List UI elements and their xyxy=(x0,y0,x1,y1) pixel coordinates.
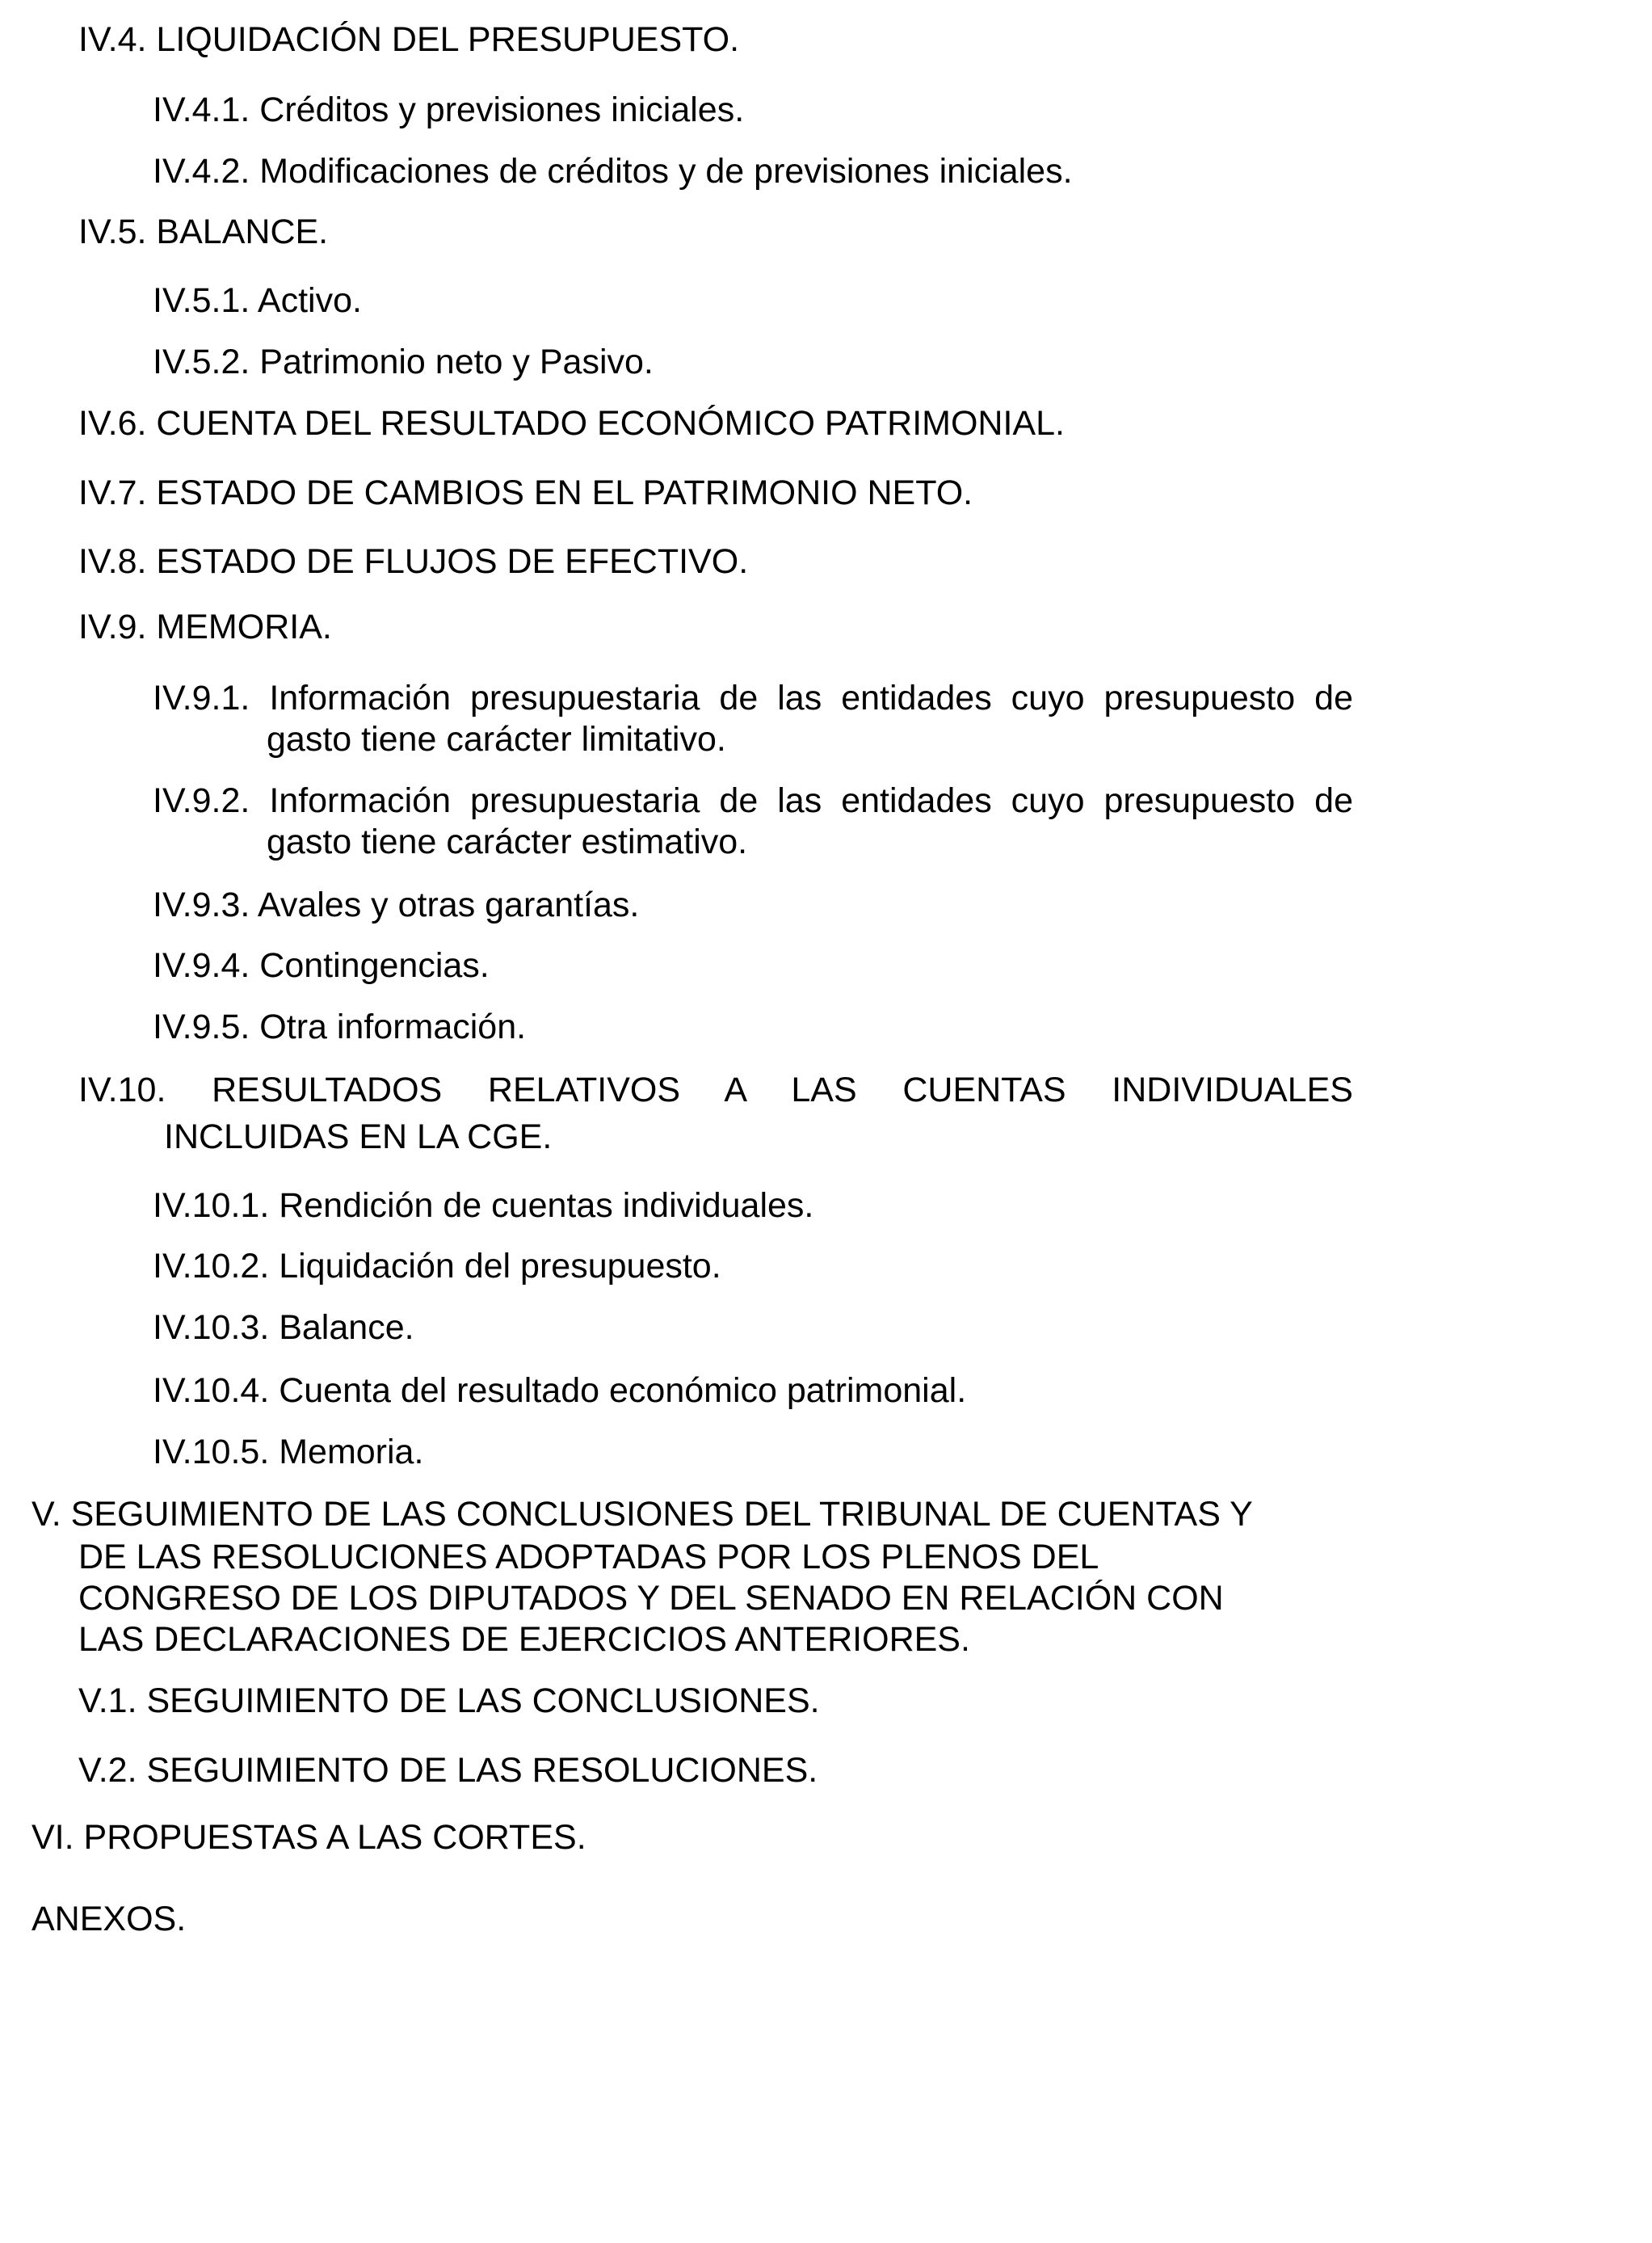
toc-entry: IV.10.5. Memoria. xyxy=(153,1433,424,1471)
toc-entry: IV.8. ESTADO DE FLUJOS DE EFECTIVO. xyxy=(78,542,749,581)
toc-entry-continuation: gasto tiene carácter limitativo. xyxy=(267,720,726,759)
toc-entry: IV.4. LIQUIDACIÓN DEL PRESUPUESTO. xyxy=(78,20,740,59)
toc-entry: V.1. SEGUIMIENTO DE LAS CONCLUSIONES. xyxy=(78,1681,820,1720)
toc-entry: IV.10.4. Cuenta del resultado económico patrimonial. xyxy=(153,1371,967,1410)
toc-entry: V.2. SEGUIMIENTO DE LAS RESOLUCIONES. xyxy=(78,1751,818,1790)
toc-entry: IV.4.2. Modificaciones de créditos y de previsiones iniciales. xyxy=(153,152,1073,191)
toc-entry: IV.5.1. Activo. xyxy=(153,281,362,320)
toc-entry: ANEXOS. xyxy=(32,1900,187,1938)
toc-entry-continuation: LAS DECLARACIONES DE EJERCICIOS ANTERIORES. xyxy=(78,1620,970,1659)
toc-entry: IV.5.2. Patrimonio neto y Pasivo. xyxy=(153,343,654,381)
toc-entry: IV.9.1. Información presupuestaria de las entidades cuyo presupuesto de xyxy=(153,679,1353,718)
toc-entry: IV.5. BALANCE. xyxy=(78,213,329,251)
toc-entry: IV.6. CUENTA DEL RESULTADO ECONÓMICO PATRIMONIAL. xyxy=(78,404,1065,443)
toc-entry-continuation: gasto tiene carácter estimativo. xyxy=(267,823,748,861)
toc-entry: IV.10. RESULTADOS RELATIVOS A LAS CUENTAS INDIVIDUALES xyxy=(78,1071,1353,1109)
toc-entry: IV.9.5. Otra información. xyxy=(153,1008,527,1046)
toc-entry: IV.9.2. Información presupuestaria de las entidades cuyo presupuesto de xyxy=(153,781,1353,820)
toc-entry: IV.7. ESTADO DE CAMBIOS EN EL PATRIMONIO NETO. xyxy=(78,473,973,512)
toc-entry: IV.9.3. Avales y otras garantías. xyxy=(153,886,640,924)
toc-entry: IV.4.1. Créditos y previsiones iniciales. xyxy=(153,90,745,129)
toc-entry: V. SEGUIMIENTO DE LAS CONCLUSIONES DEL TRIBUNAL DE CUENTAS Y xyxy=(32,1495,1253,1534)
toc-entry: IV.9. MEMORIA. xyxy=(78,608,332,646)
toc-entry-continuation: INCLUIDAS EN LA CGE. xyxy=(164,1117,553,1156)
toc-entry-continuation: DE LAS RESOLUCIONES ADOPTADAS POR LOS PLENOS DEL xyxy=(78,1538,1099,1576)
toc-entry-continuation: CONGRESO DE LOS DIPUTADOS Y DEL SENADO EN RELACIÓN CON xyxy=(78,1579,1224,1618)
toc-entry: VI. PROPUESTAS A LAS CORTES. xyxy=(32,1818,586,1857)
toc-entry: IV.10.2. Liquidación del presupuesto. xyxy=(153,1247,721,1286)
toc-entry: IV.10.1. Rendición de cuentas individuales. xyxy=(153,1186,814,1225)
toc-entry: IV.10.3. Balance. xyxy=(153,1308,414,1347)
toc-entry: IV.9.4. Contingencias. xyxy=(153,946,490,985)
